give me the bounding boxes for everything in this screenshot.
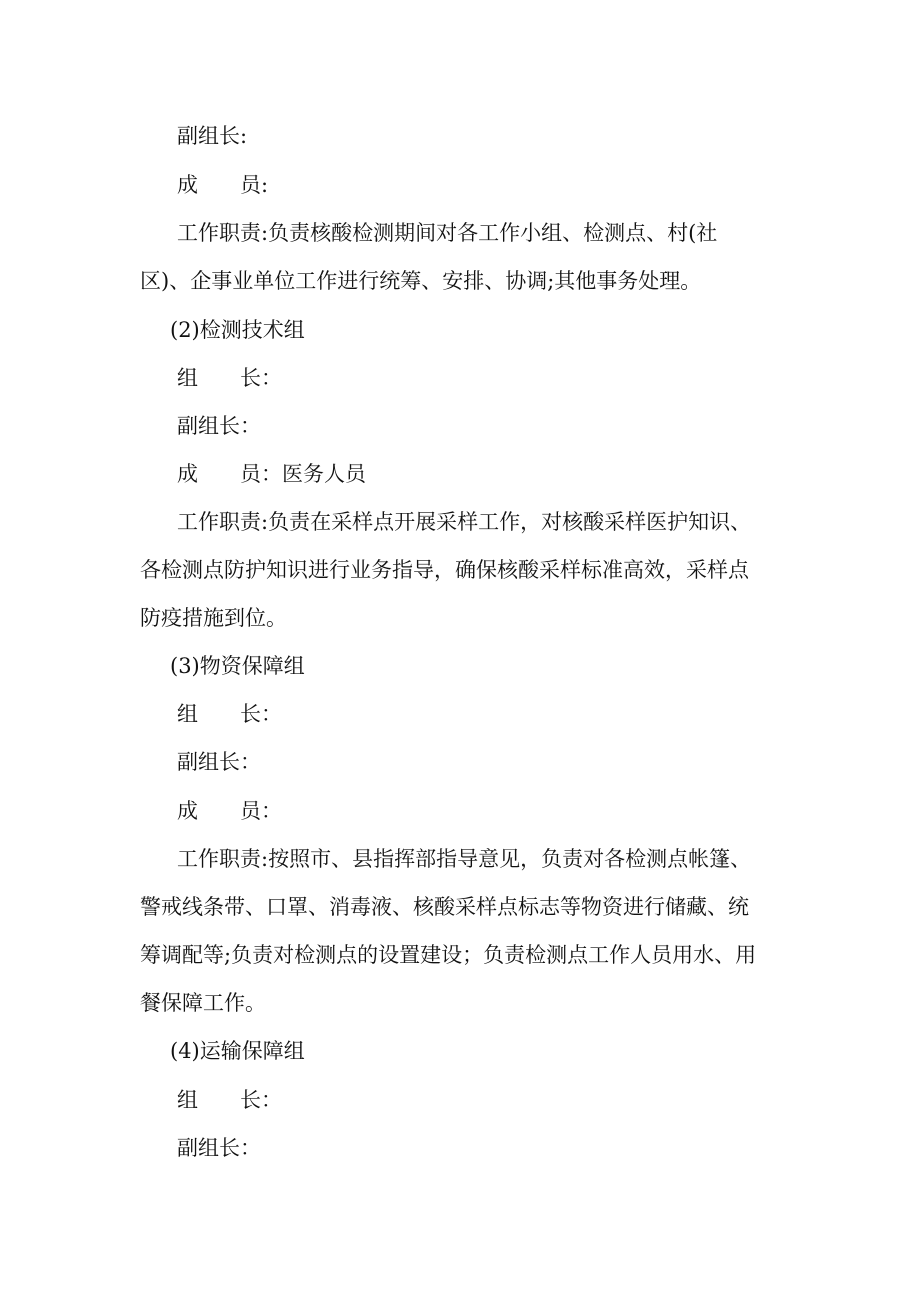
group3-members: 成 员： [177, 799, 282, 823]
group1-duties-line1: 工作职责:负责核酸检测期间对各工作小组、检测点、村(社 [177, 221, 718, 245]
group3-leader: 组 长： [177, 702, 282, 726]
group1-deputy-leader: 副组长: [177, 124, 248, 148]
group1-duties-line2: 区)、企事业单位工作进行统筹、安排、协调;其他事务处理。 [140, 269, 702, 293]
group3-deputy-leader: 副组长： [177, 750, 261, 774]
group4-leader: 组 长： [177, 1088, 282, 1112]
group2-title: (2)检测技术组 [170, 318, 305, 342]
group4-title: (4)运输保障组 [170, 1039, 305, 1063]
group4-deputy-leader: 副组长： [177, 1136, 261, 1160]
group2-duties-line3: 防疫措施到位。 [140, 606, 287, 630]
group3-duties-line3: 筹调配等;负责对检测点的设置建设；负责检测点工作人员用水、用 [140, 943, 757, 967]
group2-members: 成 员：医务人员 [177, 462, 366, 486]
group3-duties-line2: 警戒线条带、口罩、消毒液、核酸采样点标志等物资进行储藏、统 [140, 895, 749, 919]
group2-duties-line2: 各检测点防护知识进行业务指导，确保核酸采样标准高效，采样点 [140, 558, 749, 582]
group2-duties-line1: 工作职责:负责在采样点开展采样工作，对核酸采样医护知识、 [177, 510, 752, 534]
group3-duties-line4: 餐保障工作。 [140, 991, 266, 1015]
group3-duties-line1: 工作职责:按照市、县指挥部指导意见，负责对各检测点帐篷、 [177, 847, 752, 871]
group1-members: 成 员: [177, 173, 269, 197]
group3-title: (3)物资保障组 [170, 654, 305, 678]
group2-deputy-leader: 副组长： [177, 414, 261, 438]
group2-leader: 组 长： [177, 366, 282, 390]
